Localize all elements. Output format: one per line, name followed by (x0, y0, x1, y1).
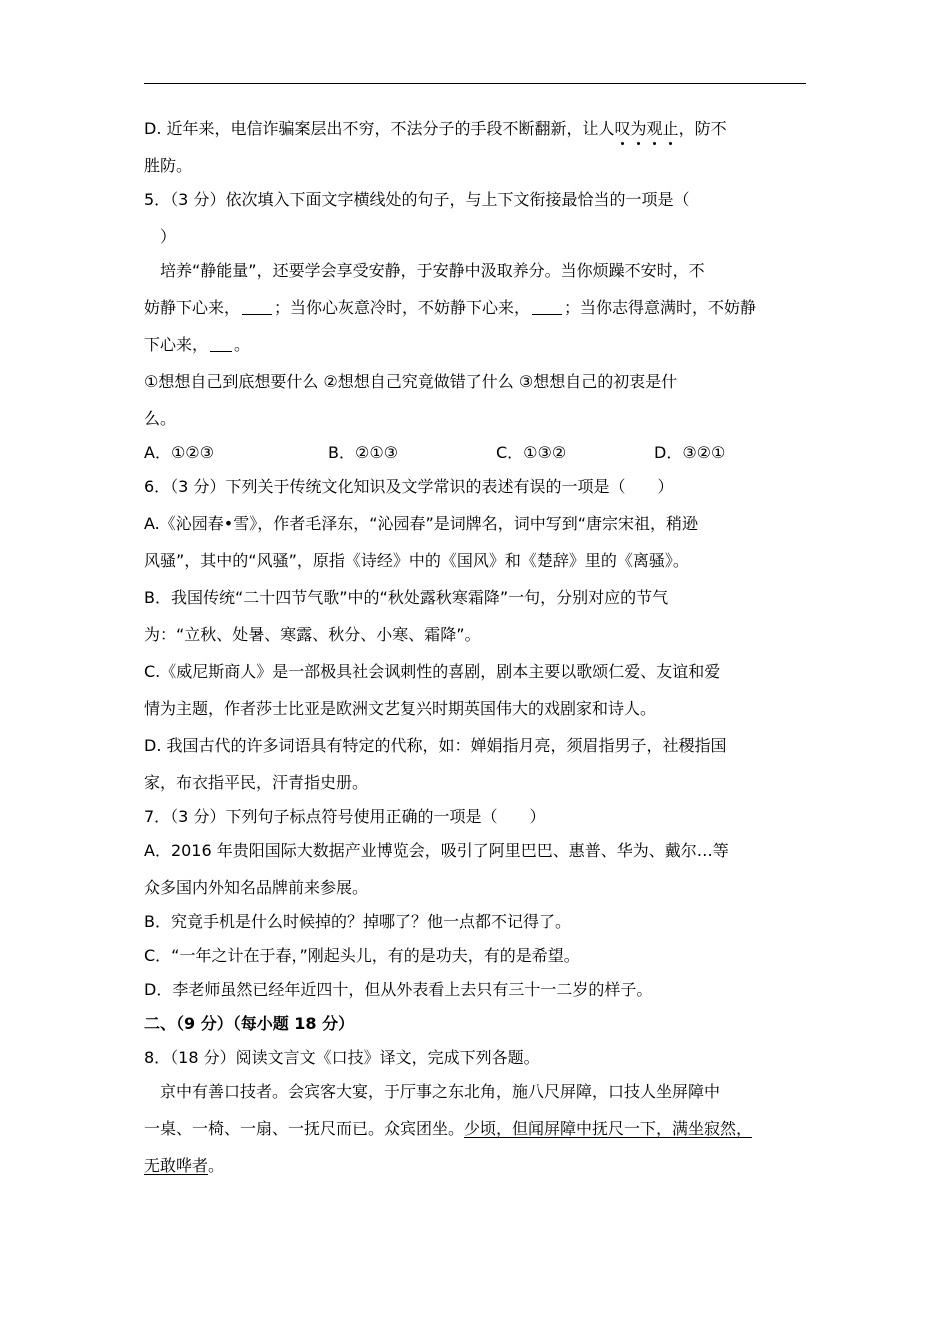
q5-passage-line2 (144, 296, 806, 320)
q5-passage-text: ；当你志得意满时，不妨静 (564, 298, 757, 317)
q7-option-c: C．“一年之计在于春，”刚起头儿，有的是功夫，有的是希望。 (144, 946, 580, 965)
q8-passage-text: 一桌、一椅、一扇、一抚尺而已。众宾团坐。 (144, 1119, 465, 1138)
q8-passage-text: 。 (208, 1156, 225, 1175)
q5-option-a: A．①②③ (144, 443, 214, 462)
q5-passage-line3 (144, 333, 806, 357)
q7-option-d: D．李老师虽然已经年近四十，但从外表看上去只有三十一二岁的样子。 (144, 980, 653, 999)
section-heading: 二、（9 分）（每小题 18 分） (144, 1014, 355, 1033)
q5-option-b: B．②①③ (328, 443, 399, 462)
q5-passage-text: 妨静下心来， (144, 298, 241, 317)
header-rule (144, 83, 806, 84)
q6-option-d-line2: 家，布衣指平民，汗青指史册。 (144, 773, 369, 792)
q5-options (144, 441, 806, 465)
q5-passage-text: 下心来， (144, 335, 209, 354)
q6-stem: 6．（3 分）下列关于传统文化知识及文学常识的表述有误的一项是（ ） (144, 477, 674, 496)
q8-passage-line3 (144, 1154, 806, 1178)
q8-passage-line2 (144, 1117, 806, 1141)
q5-passage-line1: 培养“静能量”，还要学会享受安静，于安静中汲取养分。当你烦躁不安时，不 (160, 261, 705, 280)
answer-blank-1 (242, 298, 272, 315)
underlined-sentence-end: 无敢哗者 (144, 1156, 209, 1175)
q4-d-text-suffix: ，防不 (678, 119, 727, 138)
q5-items-line1: ①想想自己到底想要什么 ②想想自己究竟做错了什么 ③想想自己的初衷是什 (144, 372, 678, 391)
dotted-char: 为 (631, 117, 647, 141)
q5-items-line2: 么。 (144, 409, 177, 428)
q5-option-d: D．③②① (654, 443, 726, 462)
q4-option-d-line1 (144, 117, 806, 141)
q5-passage-text: 。 (234, 335, 251, 354)
q8-passage-line1: 京中有善口技者。会宾客大宴，于厅事之东北角，施八尺屏障，口技人坐屏障中 (160, 1082, 721, 1101)
q6-option-d-line1: D. 我国古代的许多词语具有特定的代称，如：婵娟指月亮，须眉指男子，社稷指国 (144, 736, 727, 755)
q8-stem: 8．（18 分）阅读文言文《口技》译文，完成下列各题。 (144, 1048, 540, 1067)
answer-blank-3 (210, 335, 232, 352)
q5-stem-line2: ） (160, 227, 177, 246)
q6-option-b-line2: 为：“立秋、处暑、寒露、秋分、小寒、霜降”。 (144, 625, 481, 644)
q6-option-a-line1: A.《沁园春•雪》，作者毛泽东，“沁园春”是词牌名，词中写到“唐宗宋祖，稍逊 (144, 514, 699, 533)
q6-option-b-line1: B．我国传统“二十四节气歌”中的“秋处露秋寒霜降”一句，分别对应的节气 (144, 588, 669, 607)
q5-stem-line1: 5．（3 分）依次填入下面文字横线处的句子，与上下文衔接最恰当的一项是（ (144, 190, 690, 209)
q4-d-text: D. 近年来，电信诈骗案层出不穷，不法分子的手段不断翻新，让人 (144, 119, 615, 138)
q7-option-b: B．究竟手机是什么时候掉的？掉哪了？他一点都不记得了。 (144, 912, 571, 931)
answer-blank-2 (532, 298, 562, 315)
q6-option-a-line2: 风骚”，其中的“风骚”，原指《诗经》中的《国风》和《楚辞》里的《离骚》。 (144, 551, 689, 570)
dotted-char: 叹 (615, 117, 631, 141)
q5-option-c: C．①③② (496, 443, 567, 462)
exam-page (144, 117, 806, 1178)
dotted-char: 止 (663, 117, 679, 141)
q7-option-a-line2: 众多国内外知名品牌前来参展。 (144, 878, 369, 897)
dotted-char: 观 (647, 117, 663, 141)
underlined-sentence: 少顷，但闻屏障中抚尺一下，满坐寂然， (464, 1119, 753, 1138)
q6-option-c-line2: 情为主题，作者莎士比亚是欧洲文艺复兴时期英国伟大的戏剧家和诗人。 (144, 699, 657, 718)
q6-option-c-line1: C.《威尼斯商人》是一部极具社会讽刺性的喜剧，剧本主要以歌颂仁爱、友谊和爱 (144, 662, 721, 681)
q7-option-a-line1: A．2016 年贵阳国际大数据产业博览会，吸引了阿里巴巴、惠普、华为、戴尔…等 (144, 841, 729, 860)
q4-option-d-line2: 胜防。 (144, 156, 193, 175)
q5-passage-text: ；当你心灰意冷时，不妨静下心来， (274, 298, 531, 317)
q7-stem: 7．（3 分）下列句子标点符号使用正确的一项是（ ） (144, 807, 546, 826)
